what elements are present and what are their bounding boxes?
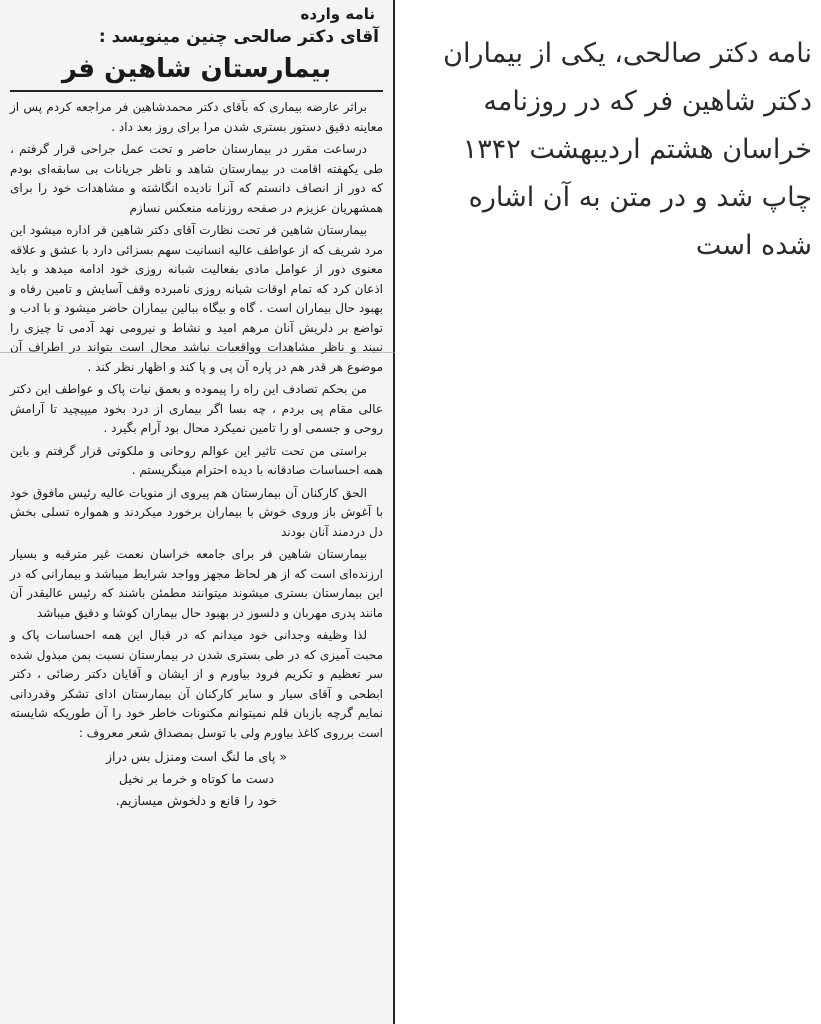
poem bbox=[10, 746, 383, 812]
paragraph-4: من بحکم تصادف این راه را پیموده و بعمق نیات پاک و عواطف این دکتر عالی مقام پی بردم ، چه بسا اگر بیماری از درد بخود میپیچید تا آرامش روحی و جسمی او را تامین نمیکرد محال بود آرام بگیرد . bbox=[10, 382, 383, 435]
paragraph-7: بیمارستان شاهین فر برای جامعه خراسان نعمت غیر مترقبه و بسیار ارزنده‌ای است که از هر لحاظ مجهز وواجد شرایط میباشد و بیمارانی که در این بیمارستان بستری میشوند میتوانند مطمئن باشند که رئیس عالیقدر آن مانند پدری مهربان و دلسوز در بهبود حال بیماران کوشا و دقیق میباشد bbox=[10, 547, 383, 620]
paragraph-1: براثر عارضه بیماری که بآقای دکتر محمدشاهین فر مراجعه کردم پس از معاینه دقیق دستور بستری شدن مرا برای روز بعد داد . bbox=[10, 100, 383, 134]
poem-line-1: « پای ما لنگ است ومنزل بس دراز bbox=[105, 749, 288, 764]
paragraph-8: لذا وظیفه وجدانی خود میدانم که در قبال این همه احساسات پاک و محبت آمیزی که در طی بستری شدن در بیمارستان نسبت بمن مبذول شده سر تعظیم و تکریم فرود بیاورم و از ایشان و آقایان دکتر رضائی ، دکتر ابطحی و آقای سیار و سایر کارکنان آن بیمارستان ادای تشکر وقدردانی نمایم گرچه بازبان قلم نمیتوانم مکنونات خاطر خود را آن طوریکه شایسته است برروی کاغذ بیاورم ولی با توسل بمصداق شعر معروف : bbox=[10, 628, 383, 740]
paragraph-6: الحق کارکنان آن بیمارستان هم پیروی از منویات عالیه رئیس مافوق خود با آغوش باز وروی خوش با بیماران برخورد میکردند و همواره تسلی بخش دل دردمند آنان بودند bbox=[10, 485, 383, 539]
paragraph-3: بیمارستان شاهین فر تحت نظارت آقای دکتر شاهین فر اداره میشود این مرد شریف که از عواطف عالیه انسانیت سهم بسزائی دارد با عشق و علاقه معنوی دور از عوامل مادی بفعالیت شبانه روزی خود ادامه میدهد و باید اذعان کرد که تمام اوقات شبانه روزی نامبرده وقف آسایش و تامین رفاه و بهبود حال بیماران است . گاه و بیگاه ببالین بیماران حاضر میشود و با ادب و تواضع بر دلریش آنان مرهم امید و نشاط و نیرومی نهد آدمی تا چیزی را نبیند و ناظر مشاهدات وواقعیات نباشد محال است بتواند در اطراف آن موضوع هر قدر هم در پاره آن پی و پا کند و اظهار نظر کند . bbox=[10, 223, 383, 374]
headline-divider bbox=[10, 90, 383, 92]
paragraph-2: درساعت مقرر در بیمارستان حاضر و تحت عمل جراحی قرار گرفتم ، طی یکهفته اقامت در بیمارستان شاهد و ناظر جریانات بی سابقه‌ای بودم که دور از انصاف دانستم که آنرا نادیده انگاشته و مشاهدات خود را برای همشهریان عزیزم در صفحه روزنامه منعکس نسازم bbox=[10, 142, 383, 215]
author-line: آقای دکتر صالحی چنین مینویسد : bbox=[98, 27, 379, 47]
poem-line-3: خود را قانع و دلخوش میسازیم. bbox=[115, 793, 278, 808]
newspaper-clipping bbox=[0, 0, 395, 1024]
poem-line-2: دست ما کوتاه و خرما بر نخیل bbox=[118, 771, 275, 786]
fold-line bbox=[0, 352, 395, 353]
section-label: نامه وارده bbox=[300, 5, 375, 23]
paragraph-5: براستی من تحت تاثیر این عوالم روحانی و ملکوتی قرار گرفتم و باین همه احساسات صادقانه با دیده احترام مینگریستم . bbox=[10, 443, 383, 477]
headline: بیمارستان شاهین فر bbox=[61, 54, 332, 84]
caption: نامه دکتر صالحی، یکی از بیماران دکتر شاهین فر که در روزنامه خراسان هشتم اردیبهشت ۱۳۴۲ چاپ شد و در متن به آن اشاره شده است bbox=[443, 38, 812, 261]
